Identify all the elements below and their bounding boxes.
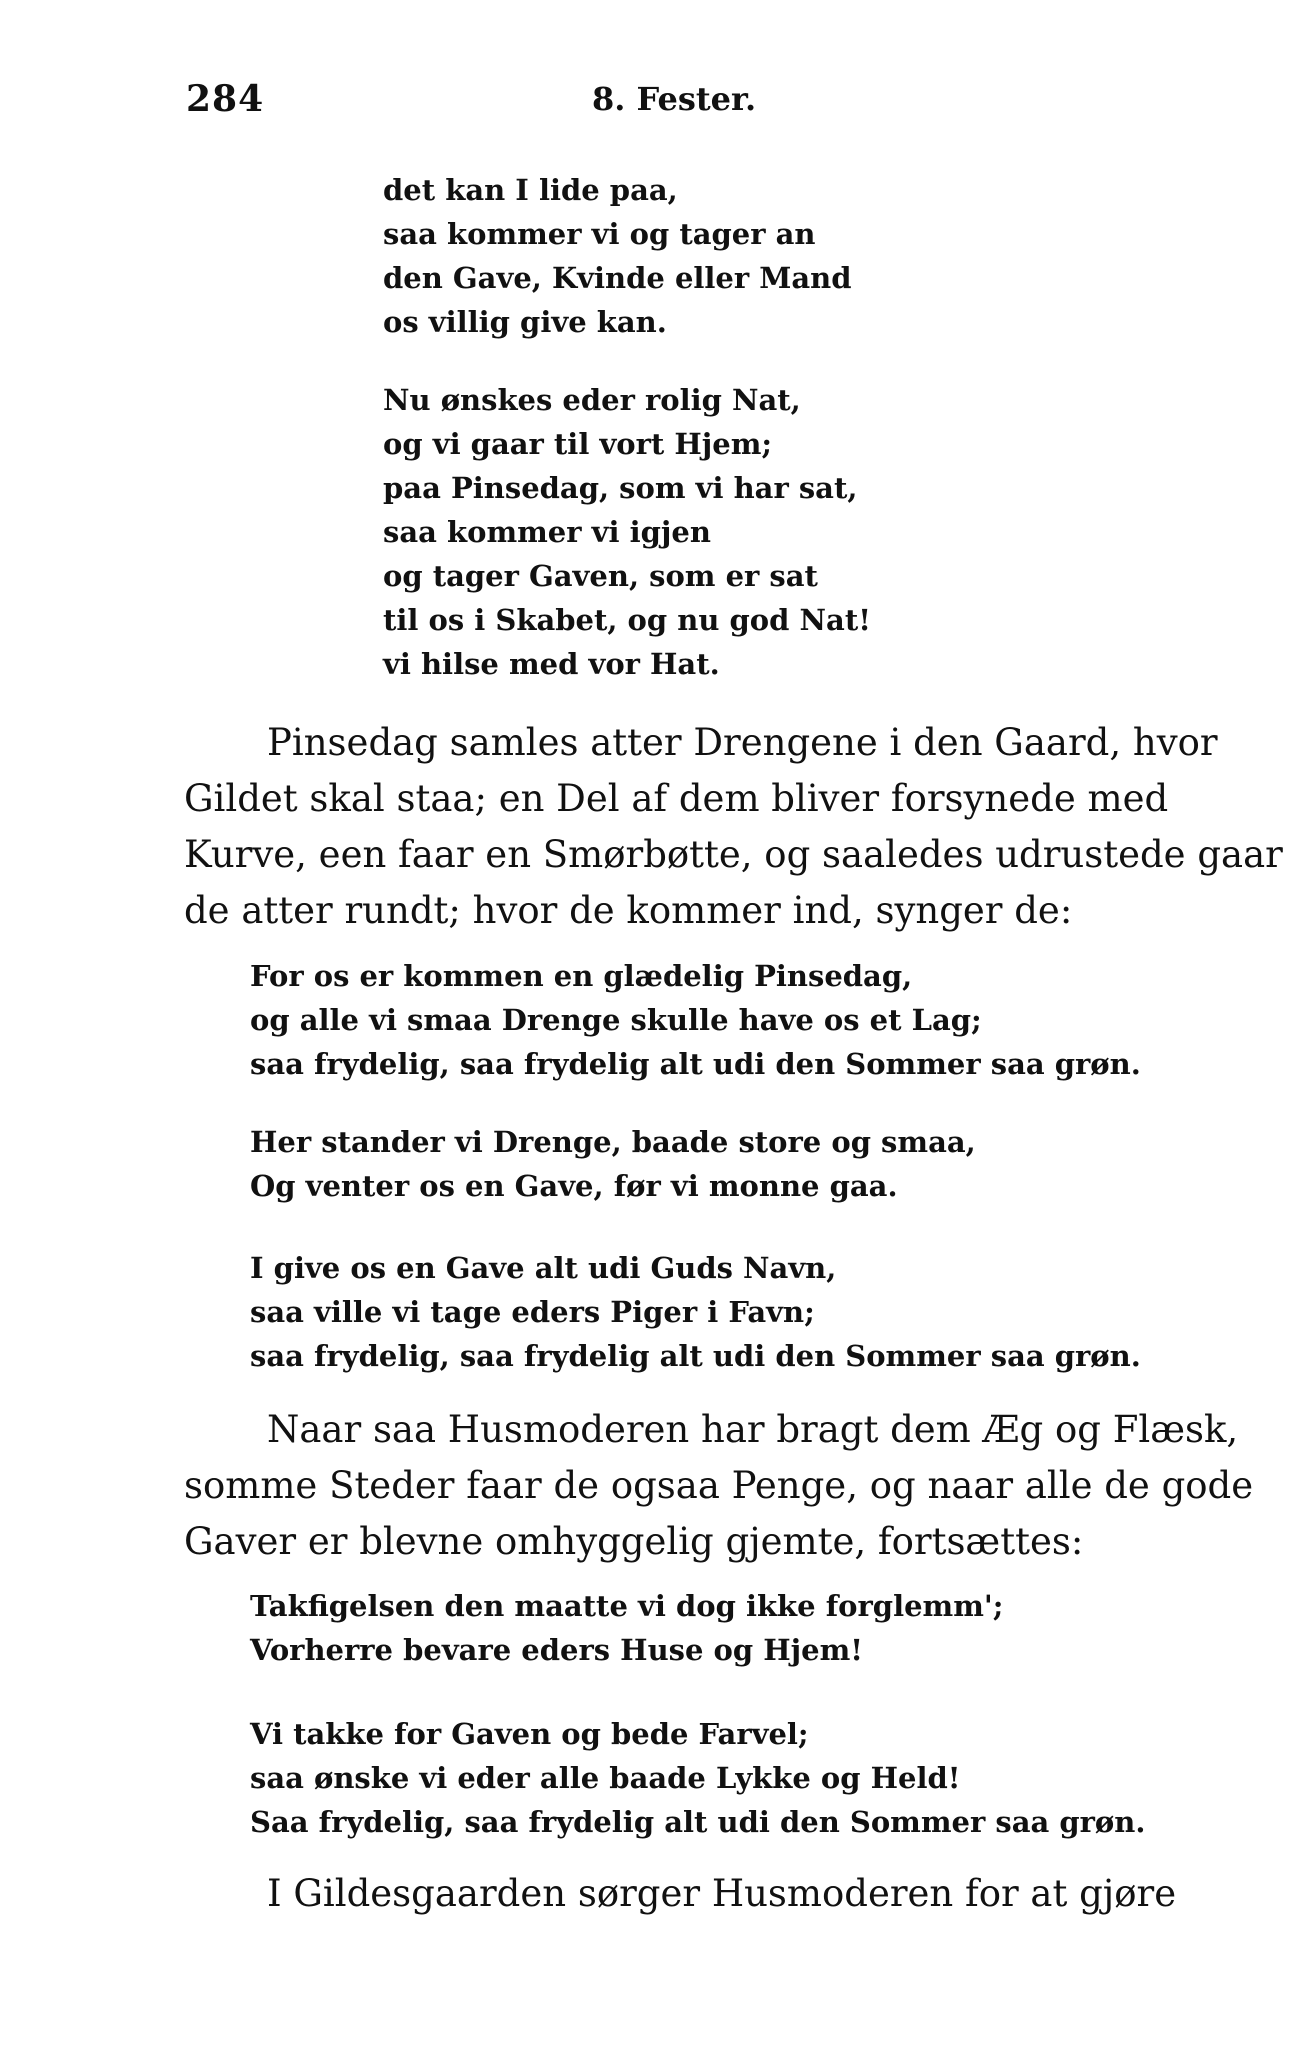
verse-line: Og venter os en Gave, før vi monne gaa.: [250, 1169, 898, 1203]
verse-line: vi hilse med vor Hat.: [383, 647, 720, 681]
verse-line: Her stander vi Drenge, baade store og smaa,: [250, 1125, 976, 1159]
verse-line: os villig give kan.: [383, 305, 667, 339]
prose-line: Kurve, een faar en Smørbøtte, og saaledes udrustede gaar: [184, 833, 1283, 876]
verse-line: saa kommer vi og tager an: [383, 217, 816, 251]
verse-line: For os er kommen en glædelig Pinsedag,: [250, 959, 913, 993]
verse-line: Saa frydelig, saa frydelig alt udi den Sommer saa grøn.: [250, 1805, 1146, 1839]
prose-line: somme Steder faar de ogsaa Penge, og naar alle de gode: [184, 1464, 1254, 1507]
verse-stanza-3: [250, 954, 1141, 1086]
verse-line: Nu ønskes eder rolig Nat,: [383, 383, 801, 417]
verse-line: den Gave, Kvinde eller Mand: [383, 261, 852, 295]
prose-paragraph-3: [184, 1866, 1177, 1922]
verse-line: I give os en Gave alt udi Guds Navn,: [250, 1251, 837, 1285]
verse-line: Takfigelsen den maatte vi dog ikke forglemm';: [250, 1589, 1004, 1623]
prose-paragraph-2: [184, 1402, 1254, 1570]
verse-line: saa kommer vi igjen: [383, 515, 711, 549]
verse-line: og alle vi smaa Drenge skulle have os et Lag;: [250, 1003, 982, 1037]
running-head: 8. Fester.: [592, 80, 757, 118]
verse-stanza-5: [250, 1246, 1141, 1378]
prose-line: de atter rundt; hvor de kommer ind, synger de:: [184, 889, 1073, 932]
verse-line: Vi takke for Gaven og bede Farvel;: [250, 1717, 809, 1751]
page-header: [186, 78, 1186, 128]
verse-line: og vi gaar til vort Hjem;: [383, 427, 773, 461]
verse-stanza-2: [383, 378, 871, 686]
verse-line: saa frydelig, saa frydelig alt udi den Sommer saa grøn.: [250, 1339, 1141, 1373]
verse-stanza-1: [383, 168, 852, 344]
verse-line: til os i Skabet, og nu god Nat!: [383, 603, 871, 637]
prose-line: Pinsedag samles atter Drengene i den Gaard, hvor: [267, 721, 1218, 764]
verse-line: saa ville vi tage eders Piger i Favn;: [250, 1295, 815, 1329]
prose-line: Gildet skal staa; en Del af dem bliver forsynede med: [184, 777, 1169, 820]
verse-line: det kan I lide paa,: [383, 173, 678, 207]
verse-stanza-6: [250, 1584, 1004, 1672]
prose-line: I Gildesgaarden sørger Husmoderen for at gjøre: [267, 1872, 1177, 1915]
prose-paragraph-1: [184, 715, 1283, 939]
verse-line: saa ønske vi eder alle baade Lykke og Held!: [250, 1761, 961, 1795]
page-number: 284: [186, 78, 265, 120]
verse-line: saa frydelig, saa frydelig alt udi den Sommer saa grøn.: [250, 1047, 1141, 1081]
verse-line: Vorherre bevare eders Huse og Hjem!: [250, 1633, 864, 1667]
verse-line: paa Pinsedag, som vi har sat,: [383, 471, 858, 505]
prose-line: Gaver er blevne omhyggelig gjemte, fortsættes:: [184, 1520, 1084, 1563]
prose-line: Naar saa Husmoderen har bragt dem Æg og Flæsk,: [267, 1408, 1239, 1451]
verse-stanza-7: [250, 1712, 1145, 1844]
verse-line: og tager Gaven, som er sat: [383, 559, 818, 593]
verse-stanza-4: [250, 1120, 976, 1208]
